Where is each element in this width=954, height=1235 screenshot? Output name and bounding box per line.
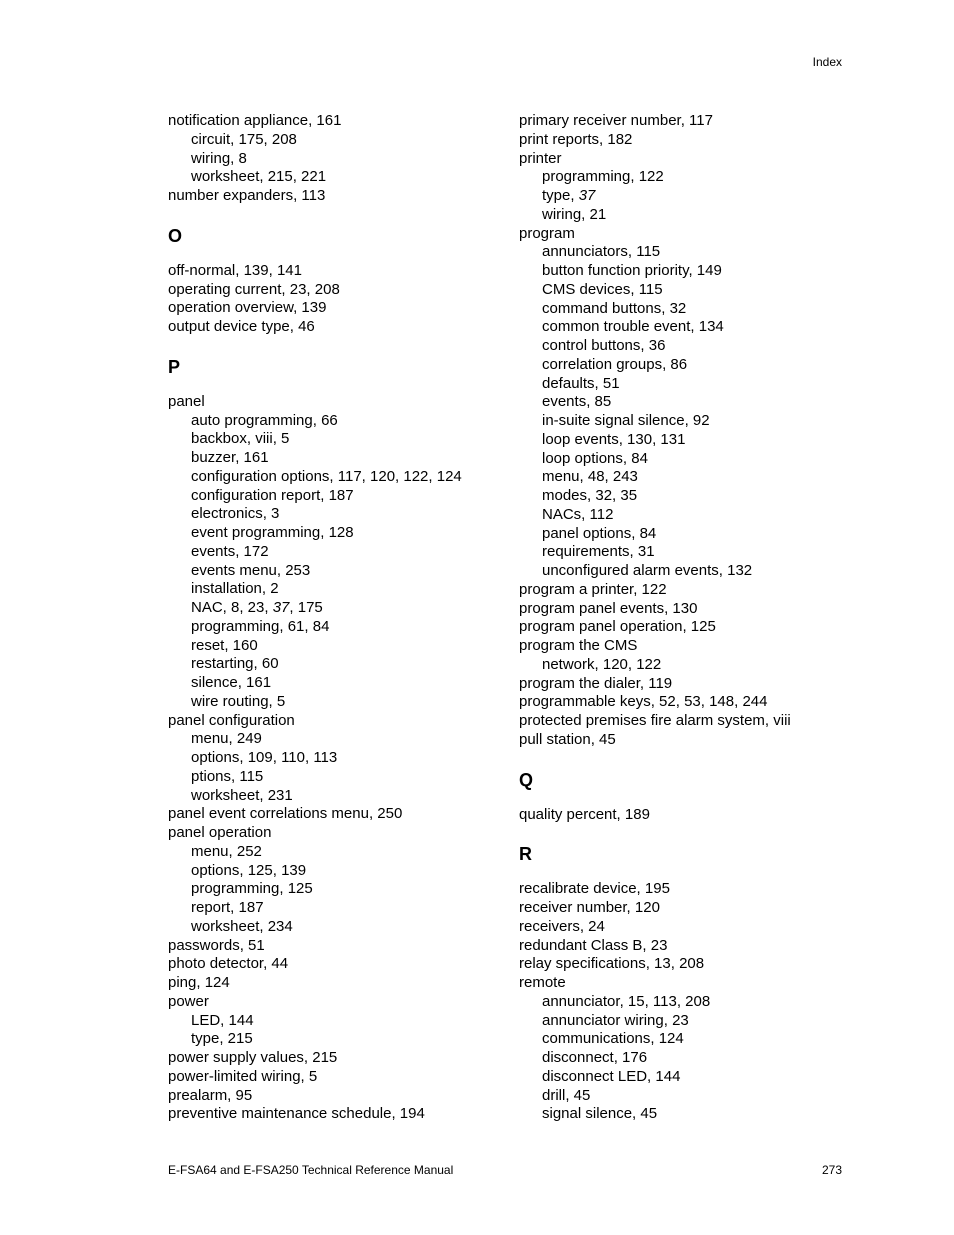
- index-entry: quality percent, 189: [519, 805, 650, 823]
- index-subentry: worksheet, 231: [191, 786, 293, 804]
- index-subentry: wiring, 8: [191, 149, 247, 167]
- index-entry: panel configuration: [168, 711, 295, 729]
- index-subentry: defaults, 51: [542, 374, 620, 392]
- index-entry: programmable keys, 52, 53, 148, 244: [519, 693, 768, 711]
- index-letter-heading: O: [168, 225, 183, 246]
- index-subentry: programming, 61, 84: [191, 617, 330, 635]
- index-entry: output device type, 46: [168, 318, 315, 335]
- index-subentry: options, 109, 110, 113: [191, 749, 338, 766]
- index-subentry: events, 172: [191, 542, 269, 560]
- index-subentry: wire routing, 5: [191, 692, 286, 710]
- index-entry: printer: [519, 149, 562, 167]
- index-subentry: common trouble event, 134: [542, 318, 724, 336]
- index-subentry: type, 37: [542, 187, 596, 204]
- index-subentry: circuit, 175, 208: [191, 130, 297, 148]
- index-subentry: silence, 161: [191, 674, 272, 691]
- index-subentry: CMS devices, 115: [542, 280, 663, 298]
- index-subentry: event programming, 128: [191, 524, 354, 541]
- index-column-left: [168, 112, 498, 1124]
- index-subentry: signal silence, 45: [542, 1105, 658, 1123]
- index-subentry: communications, 124: [542, 1030, 684, 1048]
- index-subentry: panel options, 84: [542, 524, 657, 542]
- index-entry: panel: [168, 392, 205, 410]
- index-entry: preventive maintenance schedule, 194: [168, 1105, 425, 1123]
- index-subentry: modes, 32, 35: [542, 487, 638, 504]
- index-subentry: menu, 249: [191, 730, 262, 748]
- index-entry: receivers, 24: [519, 917, 605, 935]
- running-header: Index: [812, 55, 842, 69]
- index-entry: operation overview, 139: [168, 299, 327, 317]
- index-subentry: NACs, 112: [542, 505, 614, 523]
- index-subentry: annunciator, 15, 113, 208: [542, 992, 711, 1010]
- index-subentry: control buttons, 36: [542, 337, 666, 354]
- index-subentry: unconfigured alarm events, 132: [542, 562, 753, 579]
- index-entry: recalibrate device, 195: [519, 880, 670, 898]
- index-entry: power: [168, 992, 209, 1010]
- index-subentry: LED, 144: [191, 1011, 254, 1029]
- index-entry: photo detector, 44: [168, 955, 289, 973]
- index-letter-heading: Q: [519, 769, 534, 790]
- index-subentry: configuration report, 187: [191, 486, 354, 504]
- index-entry: power-limited wiring, 5: [168, 1067, 318, 1085]
- index-subentry: ptions, 115: [191, 767, 264, 785]
- index-subentry: requirements, 31: [542, 543, 655, 561]
- page-number: 273: [821, 1163, 842, 1177]
- index-entry: remote: [519, 974, 566, 991]
- index-letter-heading: P: [168, 356, 181, 377]
- index-entry: program the CMS: [519, 637, 638, 654]
- index-entry: ping, 124: [168, 974, 230, 991]
- index-subentry: wiring, 21: [542, 205, 607, 223]
- index-subentry: correlation groups, 86: [542, 355, 688, 373]
- index-subentry: annunciators, 115: [542, 243, 661, 261]
- index-subentry: in-suite signal silence, 92: [542, 412, 710, 429]
- index-subentry: loop events, 130, 131: [542, 430, 686, 448]
- index-subentry: programming, 125: [191, 880, 313, 898]
- index-entry: passwords, 51: [168, 936, 265, 954]
- index-subentry: loop options, 84: [542, 449, 648, 467]
- index-entry: print reports, 182: [519, 130, 633, 148]
- index-subentry: button function priority, 149: [542, 262, 722, 279]
- index-subentry: buzzer, 161: [191, 449, 269, 466]
- index-entry: protected premises fire alarm system, viii: [519, 712, 791, 729]
- index-subentry: backbox, viii, 5: [191, 430, 290, 448]
- index-entry: program panel events, 130: [519, 599, 698, 617]
- index-subentry: events, 85: [542, 393, 612, 411]
- index-subentry: type, 215: [191, 1030, 253, 1048]
- index-entry: notification appliance, 161: [168, 112, 342, 129]
- index-subentry: worksheet, 215, 221: [191, 168, 327, 186]
- index-subentry: auto programming, 66: [191, 411, 338, 429]
- index-subentry: reset, 160: [191, 636, 258, 654]
- footer-title: E-FSA64 and E-FSA250 Technical Reference Manual: [168, 1163, 454, 1177]
- index-entry: operating current, 23, 208: [168, 280, 340, 298]
- index-subentry: disconnect, 176: [542, 1049, 648, 1066]
- index-entry: primary receiver number, 117: [519, 112, 713, 129]
- index-subentry: options, 125, 139: [191, 861, 307, 879]
- index-subentry: configuration options, 117, 120, 122, 124: [191, 467, 462, 485]
- index-subentry: events menu, 253: [191, 561, 311, 579]
- index-letter-heading: R: [519, 844, 532, 865]
- index-subentry: menu, 252: [191, 842, 262, 860]
- index-subentry: programming, 122: [542, 168, 664, 186]
- index-entry: number expanders, 113: [168, 187, 326, 204]
- index-entry: panel operation: [168, 824, 272, 841]
- index-entry: program: [519, 224, 575, 242]
- index-entry: relay specifications, 13, 208: [519, 955, 705, 973]
- index-subentry: drill, 45: [542, 1086, 591, 1104]
- index-entry: panel event correlations menu, 250: [168, 805, 403, 823]
- index-subentry: annunciator wiring, 23: [542, 1011, 689, 1029]
- index-subentry: menu, 48, 243: [542, 468, 638, 486]
- index-entry: program a printer, 122: [519, 580, 667, 598]
- index-subentry: command buttons, 32: [542, 299, 687, 317]
- index-column-right: [519, 112, 849, 1124]
- index-subentry: worksheet, 234: [191, 917, 293, 935]
- index-entry: redundant Class B, 23: [519, 936, 668, 954]
- index-subentry: network, 120, 122: [542, 655, 662, 673]
- index-subentry: electronics, 3: [191, 505, 280, 523]
- index-subentry: installation, 2: [191, 580, 279, 598]
- index-entry: program panel operation, 125: [519, 618, 716, 636]
- index-subentry: restarting, 60: [191, 655, 279, 673]
- index-entry: prealarm, 95: [168, 1086, 253, 1104]
- index-entry: pull station, 45: [519, 730, 616, 748]
- index-entry: off-normal, 139, 141: [168, 261, 302, 279]
- index-subentry: disconnect LED, 144: [542, 1067, 681, 1085]
- index-entry: receiver number, 120: [519, 899, 660, 916]
- index-entry: power supply values, 215: [168, 1049, 338, 1066]
- index-entry: program the dialer, 119: [519, 674, 673, 692]
- index-subentry: NAC, 8, 23, 37, 175: [191, 599, 323, 616]
- index-subentry: report, 187: [191, 899, 264, 916]
